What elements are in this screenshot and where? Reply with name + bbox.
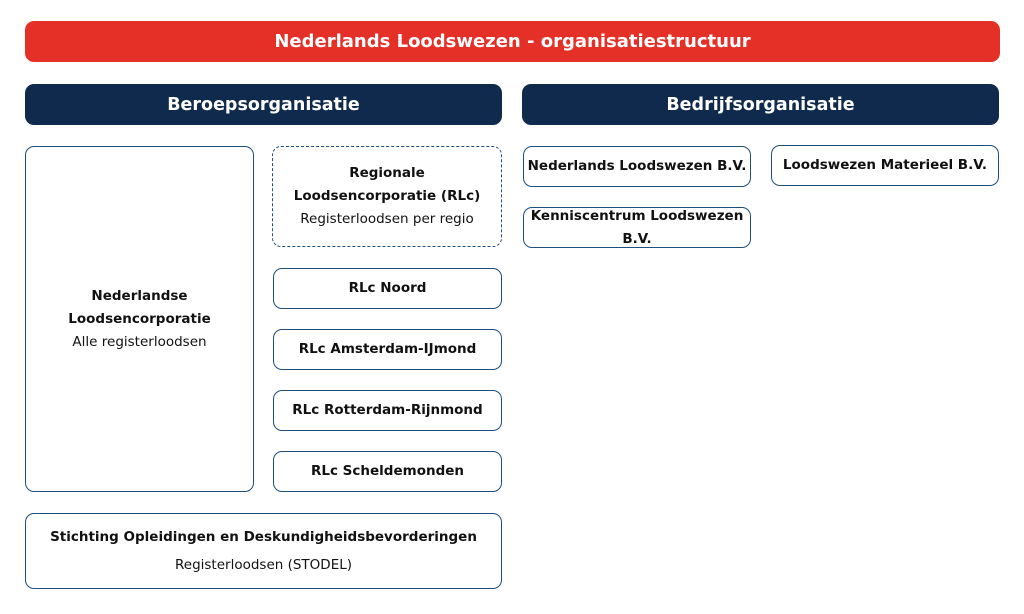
entity-label: Nederlands Loodswezen B.V. (527, 158, 747, 174)
entity-label: Loodswezen Materieel B.V. (782, 157, 988, 173)
rlc-name-line1: Regionale (349, 165, 425, 181)
box-rlc-noord (273, 268, 502, 309)
box-nederlands-loodswezen-bv (523, 146, 751, 187)
box-rlc-scheldemonden (273, 451, 502, 492)
stodel-name: Stichting Opleidingen en Deskundigheidsbevorderingen (50, 529, 477, 545)
region-label: RLc Noord (348, 280, 427, 296)
nlc-name-line2: Loodsencorporatie (68, 310, 211, 327)
box-loodswezen-materieel-bv (771, 145, 999, 186)
box-rlc-amsterdam-ijmond (273, 329, 502, 370)
region-label: RLc Rotterdam-Rijnmond (292, 402, 483, 418)
region-label: RLc Scheldemonden (310, 463, 465, 479)
box-nlc (25, 146, 254, 492)
nlc-name-line1: Nederlandse (91, 287, 188, 304)
region-label: RLc Amsterdam-IJmond (298, 341, 477, 357)
box-rlc (272, 146, 502, 247)
rlc-name-line2: Loodsencorporatie (RLc) (293, 188, 481, 204)
rlc-subtitle: Registerloodsen per regio (300, 211, 474, 227)
box-kenniscentrum-loodswezen-bv (523, 207, 751, 248)
nlc-subtitle: Alle registerloodsen (72, 333, 207, 350)
entity-label: Kenniscentrum Loodswezen B.V. (530, 207, 744, 247)
box-stodel (25, 513, 502, 589)
box-rlc-rotterdam-rijnmond (273, 390, 502, 431)
header-bedrijfsorganisatie: Bedrijfsorganisatie (522, 84, 999, 125)
header-beroepsorganisatie: Beroepsorganisatie (25, 84, 502, 125)
stodel-subtitle: Registerloodsen (STODEL) (174, 557, 353, 573)
diagram-title: Nederlands Loodswezen - organisatiestructuur (25, 21, 1000, 62)
